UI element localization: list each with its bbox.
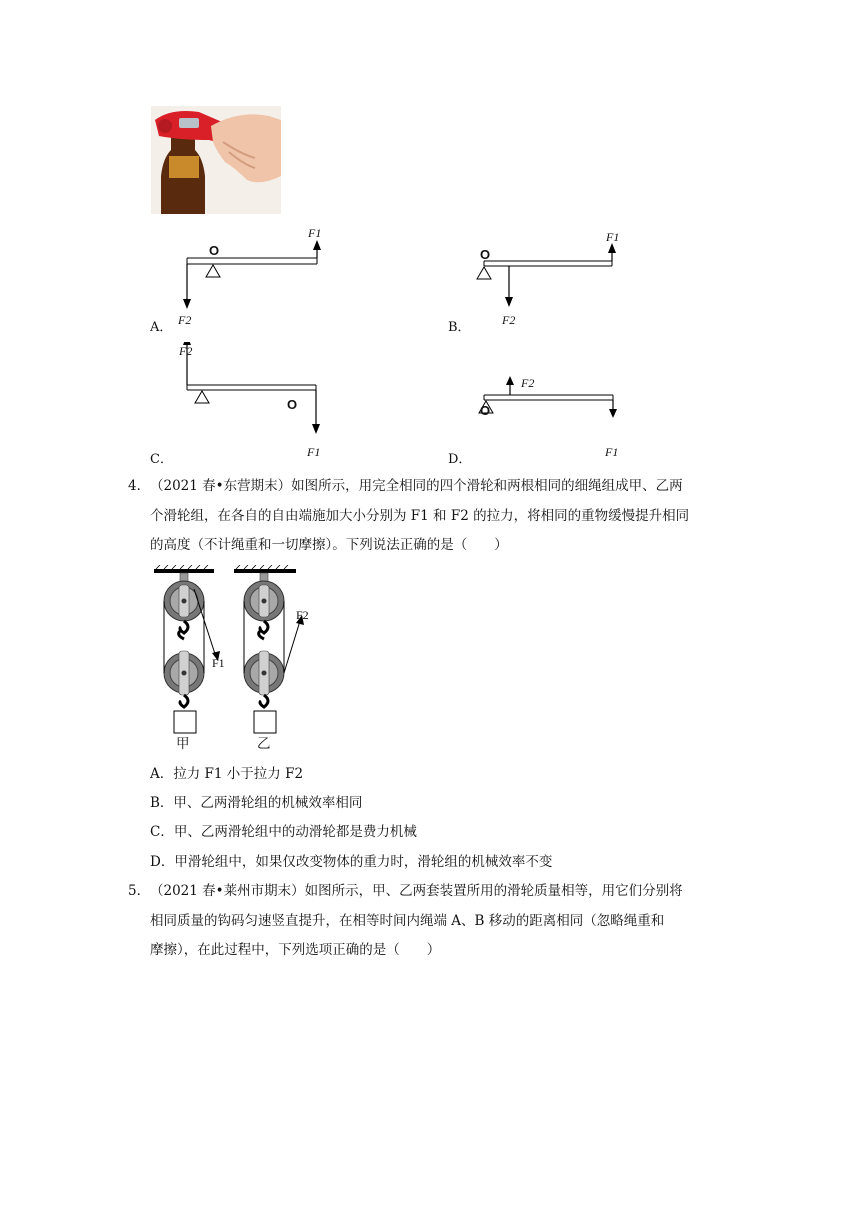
bottle-opener-photo [151, 106, 281, 214]
question-4-line-2: 个滑轮组，在各自的自由端施加大小分别为 F1 和 F2 的拉力，将相同的重物缓慢提升相同 [150, 508, 690, 524]
question-4-option-c[interactable]: C．甲、乙两滑轮组中的动滑轮都是费力机械 [150, 824, 417, 840]
pulley-label-jia: 甲 [176, 736, 190, 752]
bottle-opener-photo-icon [151, 106, 281, 214]
option-d[interactable] [448, 372, 628, 462]
lever-diagram-a [150, 225, 330, 333]
pivot-label-d: O [480, 403, 491, 418]
lever-diagram-d [448, 372, 628, 462]
force-label-f1-b: F1 [606, 230, 620, 244]
pulley-force-label-f2: F2 [296, 608, 309, 622]
question-4-option-a[interactable]: A．拉力 F1 小于拉力 F2 [150, 766, 304, 782]
option-b[interactable] [448, 225, 628, 333]
question-4-option-b[interactable]: B．甲、乙两滑轮组的机械效率相同 [150, 795, 363, 811]
pivot-label-c: O [287, 397, 298, 412]
pulley-figure [150, 565, 320, 755]
force-label-f1-a: F1 [308, 226, 322, 240]
force-label-f1-c: F1 [307, 445, 321, 459]
question-4-line-3: 的高度（不计绳重和一切摩擦）。下列说法正确的是（ ） [150, 537, 508, 553]
question-4-line-1: （2021 春•东营期末）如图所示，用完全相同的四个滑轮和两根相同的细绳组成甲、乙两 [150, 478, 683, 494]
question-5-line-3: 摩擦），在此过程中，下列选项正确的是（ ） [150, 942, 441, 958]
option-a[interactable] [150, 225, 330, 333]
question-4-option-d[interactable]: D．甲滑轮组中，如果仅改变物体的重力时，滑轮组的机械效率不变 [150, 854, 553, 870]
option-b-letter: B． [448, 320, 471, 335]
force-label-f1-d: F1 [605, 445, 619, 459]
force-label-f2-a: F2 [178, 313, 192, 327]
pulley-force-label-f1: F1 [212, 656, 225, 670]
pivot-label-a: O [209, 243, 220, 258]
option-a-letter: A． [150, 320, 173, 335]
pulley-label-yi: 乙 [257, 736, 271, 752]
force-label-f2-d: F2 [521, 376, 535, 390]
force-label-f2-b: F2 [502, 313, 516, 327]
lever-diagram-c [150, 342, 330, 460]
question-5-line-1: （2021 春•莱州市期末）如图所示，甲、乙两套装置所用的滑轮质量相等，用它们分别将 [150, 883, 683, 899]
question-4-number: 4． [128, 478, 151, 494]
lever-diagram-b [448, 225, 628, 333]
question-5-number: 5． [128, 883, 151, 899]
option-c-letter: C． [150, 452, 173, 467]
pulley-system-icon [150, 565, 320, 755]
pivot-label-b: O [480, 247, 491, 262]
question-5-line-2: 相同质量的钩码匀速竖直提升，在相等时间内绳端 A、B 移动的距离相同（忽略绳重和 [150, 913, 665, 929]
option-d-letter: D． [448, 452, 472, 467]
option-c[interactable] [150, 342, 330, 460]
force-label-f2-c: F2 [179, 344, 193, 358]
